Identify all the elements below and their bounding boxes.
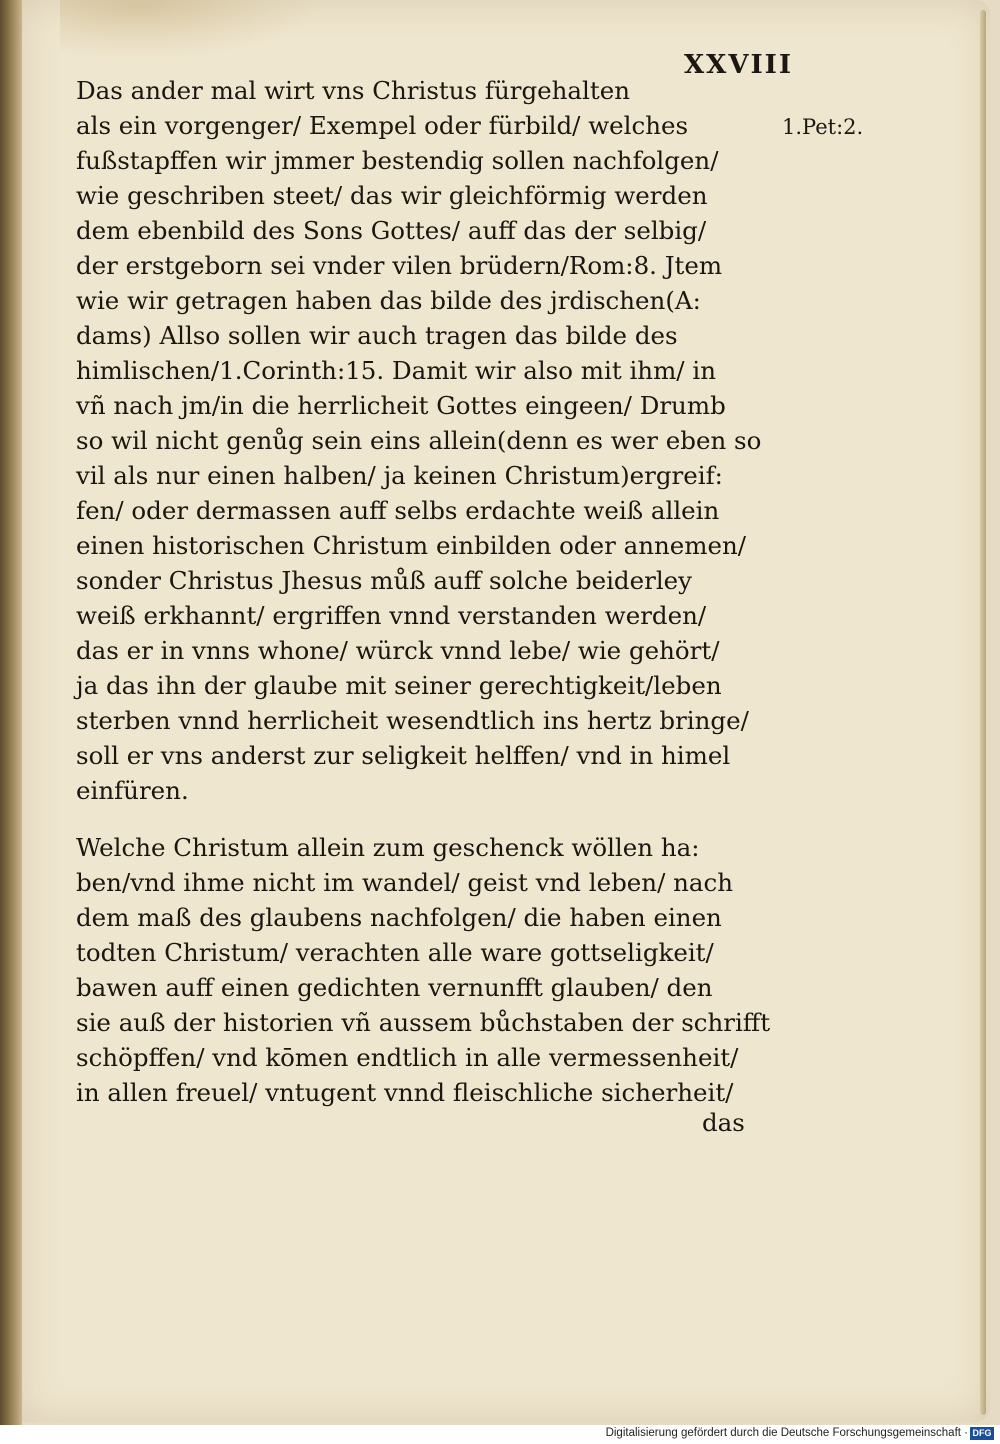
text-line: Welche Christum allein zum geschenck wöllen ha: — [76, 833, 700, 862]
paragraph-2 — [76, 830, 781, 1110]
footer-bar — [0, 1425, 1000, 1444]
text-line: das er in vnns whone/ würck vnnd lebe/ wie gehört/ — [76, 636, 720, 665]
text-line: schöpffen/ vnd kōmen endtlich in alle vermessenheit/ — [76, 1043, 739, 1072]
marginal-note: 1.Pet:2. — [782, 115, 864, 139]
text-line: als ein vorgenger/ Exempel oder fürbild/ welches — [76, 111, 689, 140]
text-line: fußstapffen wir jmmer bestendig sollen nachfolgen/ — [76, 146, 719, 175]
text-line: todten Christum/ verachten alle ware gottseligkeit/ — [76, 938, 714, 967]
catchword: das — [702, 1108, 745, 1137]
text-line: in allen freuel/ vntugent vnnd fleischliche sicherheit/ — [76, 1078, 734, 1107]
funding-credit: Digitalisierung gefördert durch die Deutsche Forschungsgemeinschaft · — [605, 1427, 968, 1439]
text-line: fen/ oder dermassen auff selbs erdachte weiß allein — [76, 496, 720, 525]
book-gutter — [0, 0, 22, 1425]
text-line: einen historischen Christum einbilden oder annemen/ — [76, 531, 747, 560]
text-line: sterben vnnd herrlicheit wesendtlich ins hertz bringe/ — [76, 706, 749, 735]
text-line: der erstgeborn sei vnder vilen brüdern/Rom:8. Jtem — [76, 251, 723, 280]
folio-number: XXVIII — [684, 50, 794, 80]
paper-stain — [60, 0, 320, 60]
page-edge — [980, 10, 986, 1415]
text-line: Das ander mal wirt vns Christus fürgehalten — [76, 76, 630, 105]
text-line: sie auß der historien vñ aussem bůchstaben der schrifft — [76, 1008, 771, 1037]
text-line: dem ebenbild des Sons Gottes/ auff das der selbig/ — [76, 216, 707, 245]
text-line: ben/vnd ihme nicht im wandel/ geist vnd leben/ nach — [76, 868, 734, 897]
text-line: so wil nicht genůg sein eins allein(denn es wer eben so — [76, 426, 762, 455]
text-line: soll er vns anderst zur seligkeit helffen/ vnd in himel — [76, 741, 731, 770]
text-line: einfüren. — [76, 776, 189, 805]
paragraph-1 — [76, 73, 781, 808]
dfg-logo: DFG — [970, 1427, 994, 1440]
text-line: ja das ihn der glaube mit seiner gerechtigkeit/leben — [76, 671, 722, 700]
text-line: dams) Allso sollen wir auch tragen das bilde des — [76, 321, 678, 350]
text-line: wie wir getragen haben das bilde des jrdischen(A: — [76, 286, 701, 315]
book-page — [20, 0, 990, 1422]
text-line: wie geschriben steet/ das wir gleichförmig werden — [76, 181, 708, 210]
text-line: bawen auff einen gedichten vernunfft glauben/ den — [76, 973, 713, 1002]
text-line: weiß erkhannt/ ergriffen vnnd verstanden werden/ — [76, 601, 707, 630]
text-line: himlischen/1.Corinth:15. Damit wir also mit ihm/ in — [76, 356, 716, 385]
text-line: dem maß des glaubens nachfolgen/ die haben einen — [76, 903, 722, 932]
text-line: vil als nur einen halben/ ja keinen Christum)ergreif: — [76, 461, 723, 490]
text-line: sonder Christus Jhesus můß auff solche beiderley — [76, 566, 693, 595]
text-line: vñ nach jm/in die herrlicheit Gottes eingeen/ Drumb — [76, 391, 726, 420]
